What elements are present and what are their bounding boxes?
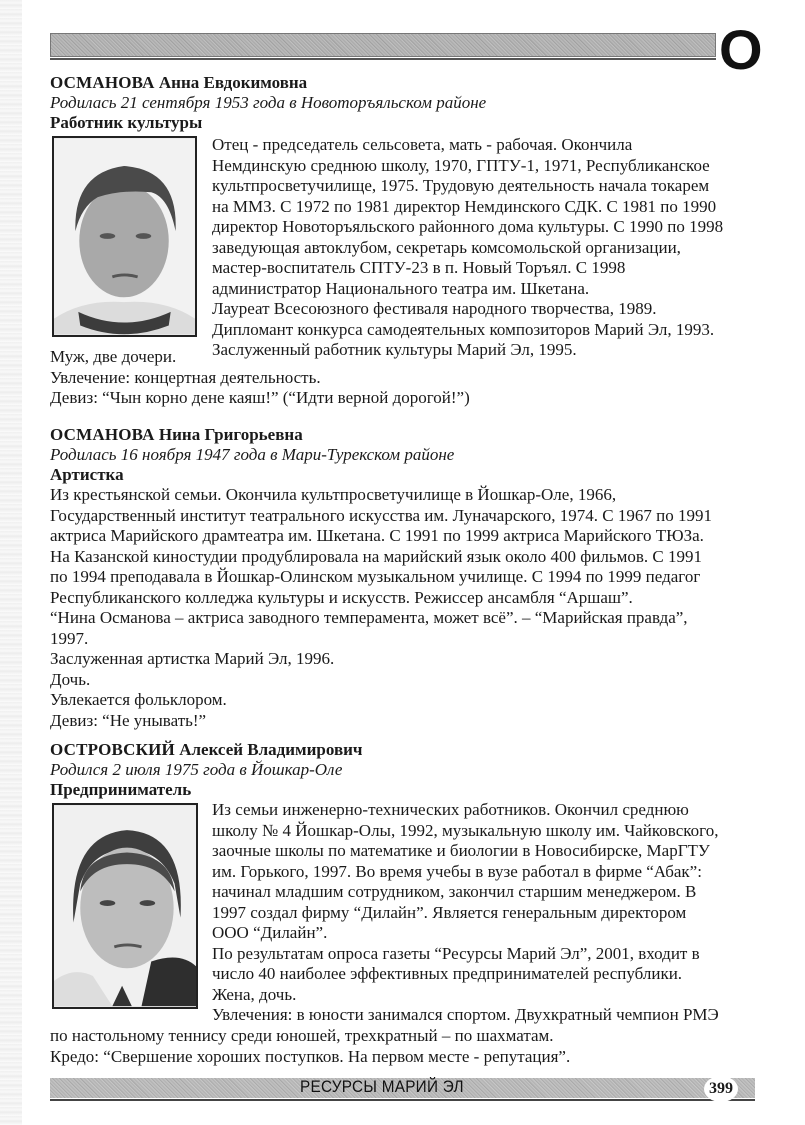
bio-line: По результатам опроса газеты “Ресурсы Марий Эл”, 2001, входит в bbox=[212, 943, 700, 963]
entry-given-names: Алексей Владимирович bbox=[179, 740, 363, 759]
bio-line: Немдинскую среднюю школу, 1970, ГПТУ-1, 1971, Республиканское bbox=[212, 155, 710, 175]
bio-line: На Казанской киностудии продублировала на марийский язык около 400 фильмов. С 1991 bbox=[50, 546, 703, 566]
bio-line: директор Новоторъяльского районного дома культуры. С 1990 по 1998 bbox=[212, 217, 724, 236]
entry-osmanova-nina bbox=[50, 425, 760, 485]
bio-line: на ММЗ. С 1972 по 1981 директор Немдинского СДК. С 1981 по 1990 bbox=[212, 196, 717, 216]
entry-birth-info: Родился 2 июля 1975 года в Йошкар-Оле bbox=[50, 760, 343, 779]
entry-biography-wrapped bbox=[212, 135, 723, 361]
entry-name bbox=[50, 740, 760, 760]
bio-line: Увлечение: концертная деятельность. bbox=[50, 367, 321, 387]
bio-line: Дочь. bbox=[50, 669, 91, 689]
entry-surname: ОСМАНОВА bbox=[50, 425, 155, 444]
bio-line: Заслуженный работник культуры Марий Эл, 1995. bbox=[212, 340, 577, 359]
entry-birth-info: Родилась 16 ноября 1947 года в Мари-Турекском районе bbox=[50, 445, 455, 464]
bio-line: Государственный институт театрального искусства им. Луначарского, 1974. С 1967 по 1991 bbox=[50, 505, 712, 525]
bio-line: Девиз: “Не унывать!” bbox=[50, 710, 207, 730]
entry-biography-full bbox=[50, 485, 712, 731]
bio-line: Увлечения: в юности занимался спортом. Двухкратный чемпион РМЭ bbox=[212, 1005, 719, 1024]
entry-given-names: Нина Григорьевна bbox=[158, 425, 303, 444]
bio-line: им. Горького, 1997. Во время учебы в вузе работал в фирме “Абак”: bbox=[212, 861, 702, 881]
section-letter: О bbox=[719, 18, 763, 81]
entry-biography-full bbox=[50, 347, 470, 409]
bio-line: “Нина Османова – актриса заводного темперамента, может всё”. – “Марийская правда”, bbox=[50, 608, 688, 627]
portrait-photo-woman bbox=[52, 136, 197, 337]
entry-profession: Артистка bbox=[50, 465, 124, 484]
entry-osmanova-anna bbox=[50, 73, 760, 133]
entry-profession: Работник культуры bbox=[50, 113, 203, 132]
bio-line: начинал младшим сотрудником, закончил старшим менеджером. В bbox=[212, 882, 697, 901]
bio-line: Увлекается фольклором. bbox=[50, 690, 227, 709]
bio-line: культпросветучилище, 1975. Трудовую деятельность начала токарем bbox=[212, 176, 710, 195]
portrait-photo-man bbox=[52, 803, 198, 1009]
bio-line: по настольному теннису среди юношей, трехкратный – по шахматам. bbox=[50, 1026, 554, 1045]
entry-ostrovsky-aleksey bbox=[50, 740, 760, 800]
bio-line: Из семьи инженерно-технических работников. Окончил среднюю bbox=[212, 800, 689, 819]
entry-name bbox=[50, 73, 760, 93]
bio-line: мастер-воспитатель СПТУ-23 в п. Новый Торъял. С 1998 bbox=[212, 258, 626, 277]
bio-line: 1997. bbox=[50, 628, 89, 648]
entry-name bbox=[50, 425, 760, 445]
entry-surname: ОСТРОВСКИЙ bbox=[50, 740, 175, 759]
bio-line: администратор Национального театра им. Шкетана. bbox=[212, 278, 590, 298]
footer-publication-title: РЕСУРСЫ МАРИЙ ЭЛ bbox=[300, 1077, 464, 1096]
bio-line: школу № 4 Йошкар-Олы, 1992, музыкальную школу им. Чайковского, bbox=[212, 820, 719, 840]
bio-line: Заслуженная артистка Марий Эл, 1996. bbox=[50, 649, 335, 668]
entry-biography-full bbox=[50, 1026, 570, 1067]
bio-line: число 40 наиболее эффективных предпринимателей республики. bbox=[212, 964, 683, 983]
bio-line: Жена, дочь. bbox=[212, 984, 297, 1004]
portrait-man-icon bbox=[54, 805, 196, 1007]
bio-line: Муж, две дочери. bbox=[50, 347, 177, 366]
bio-line: Из крестьянской семьи. Окончила культпросветучилище в Йошкар-Оле, 1966, bbox=[50, 485, 617, 504]
bio-line: Отец - председатель сельсовета, мать - рабочая. Окончила bbox=[212, 135, 633, 154]
entry-given-names: Анна Евдокимовна bbox=[158, 73, 308, 92]
header-decorative-bar bbox=[50, 33, 716, 57]
entry-birth-info: Родилась 21 сентября 1953 года в Новоторъяльском районе bbox=[50, 93, 487, 112]
bio-line: Лауреат Всесоюзного фестиваля народного творчества, 1989. bbox=[212, 299, 657, 318]
scan-edge-shadow bbox=[0, 0, 22, 1125]
entry-biography-wrapped bbox=[212, 800, 719, 1026]
page-number: 399 bbox=[704, 1076, 738, 1102]
bio-line: по 1994 преподавала в Йошкар-Олинском музыкальном училище. С 1994 по 1999 педагог bbox=[50, 567, 701, 586]
entry-surname: ОСМАНОВА bbox=[50, 73, 155, 92]
bio-line: Дипломант конкурса самодеятельных композиторов Марий Эл, 1993. bbox=[212, 319, 715, 339]
entry-profession: Предприниматель bbox=[50, 780, 192, 799]
bio-line: заведующая автоклубом, секретарь комсомольской организации, bbox=[212, 237, 681, 257]
portrait-woman-icon bbox=[54, 138, 195, 335]
bio-line: ООО “Дилайн”. bbox=[212, 923, 328, 942]
bio-line: 1997 создал фирму “Дилайн”. Является генеральным директором bbox=[212, 902, 687, 922]
bio-line: Республиканского колледжа культуры и искусств. Режиссер ансамбля “Аршаш”. bbox=[50, 587, 633, 607]
bio-line: заочные школы по математике и биологии в Новосибирске, МарГТУ bbox=[212, 841, 710, 860]
bio-line: Девиз: “Чын корно дене каяш!” (“Идти верной дорогой!”) bbox=[50, 388, 470, 407]
bio-line: актриса Марийского драмтеатра им. Шкетана. С 1991 по 1999 актриса Марийского ТЮЗа. bbox=[50, 526, 704, 545]
bio-line: Кредо: “Свершение хороших поступков. На первом месте - репутация”. bbox=[50, 1046, 571, 1066]
